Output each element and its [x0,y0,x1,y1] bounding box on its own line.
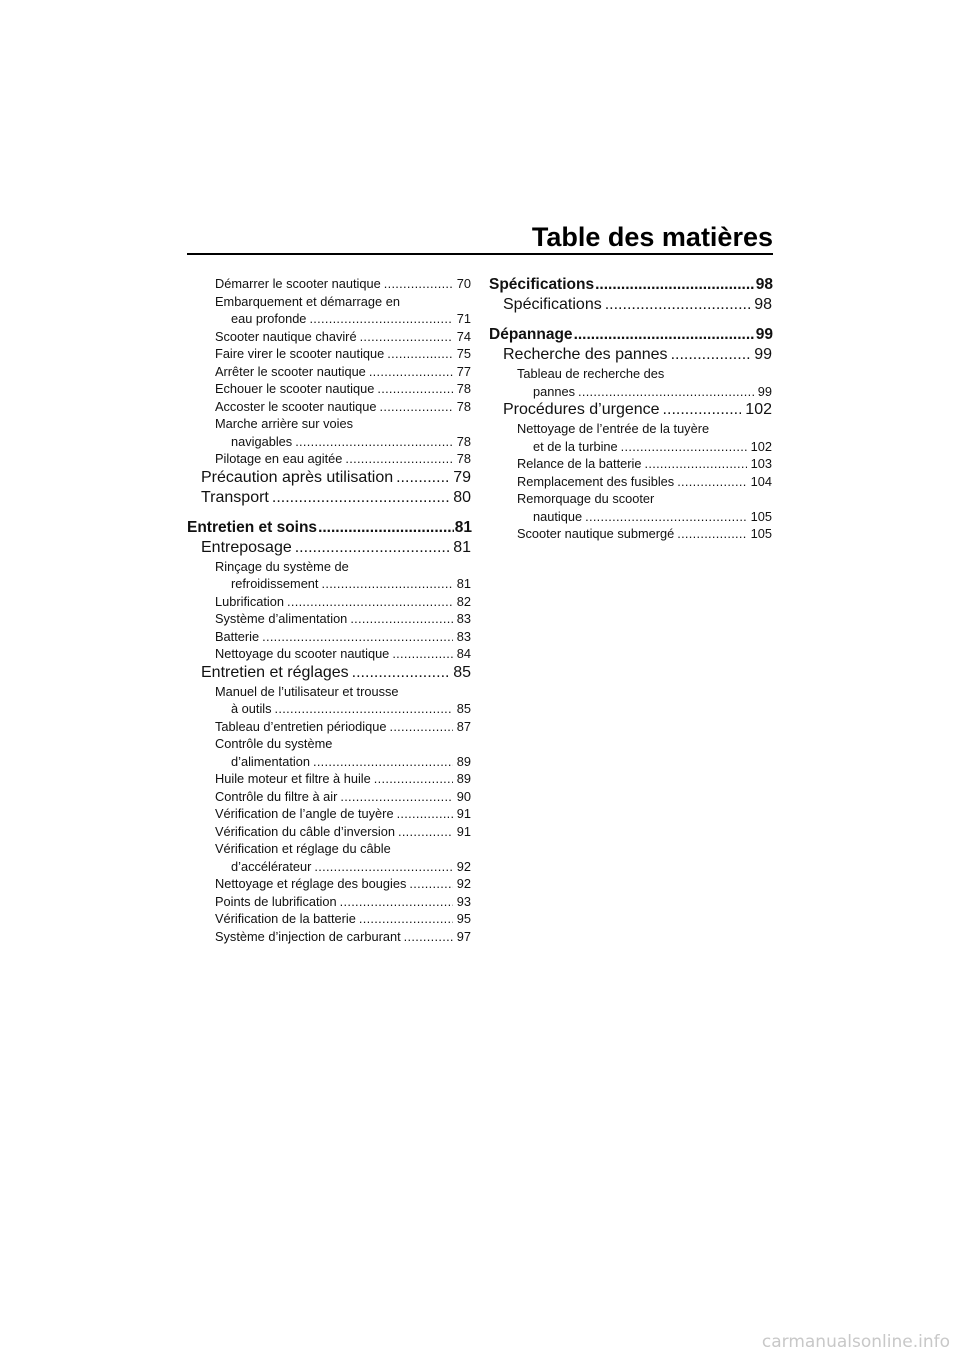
toc-page-number: 92 [456,858,471,874]
toc-entry-text: Nettoyage du scooter nautique [215,646,390,661]
toc-entry-text: Entreposage [201,538,292,556]
toc-chapter[interactable] [187,518,472,538]
toc-page-number: 87 [456,718,471,734]
leader-dots [578,383,754,401]
toc-page-number: 78 [456,381,471,396]
toc-entry-text: Spécifications [489,276,595,293]
leader-dots [663,400,742,420]
toc-entry-heading [489,490,773,508]
toc-entry-continuation: pannes [533,383,575,399]
toc-entry[interactable] [187,875,472,893]
toc-page-number: 105 [750,508,772,524]
toc-page-number: 105 [750,526,772,541]
watermark: carmanualsonline.info [761,1332,950,1352]
leader-dots [360,328,453,346]
toc-entry-text: Marche arrière sur voies [215,416,353,431]
toc-page-number: 81 [453,538,471,556]
toc-entry[interactable] [187,628,472,646]
toc-entry[interactable] [187,328,472,346]
toc-page-number: 85 [456,701,471,716]
leader-dots [345,450,452,468]
leader-dots [409,875,452,893]
toc-entry-text: Points de lubrification [215,893,337,909]
toc-entry-text: Rinçage du système de [215,558,349,574]
toc-page-number: 78 [456,433,471,449]
toc-entry-text: Entretien et réglages [201,663,349,681]
toc-entry-continuation: nautique [533,508,583,524]
toc-entry[interactable] [187,645,472,663]
toc-entry-text: Echouer le scooter nautique [215,381,375,396]
leader-dots [321,575,452,593]
toc-page-number: 99 [757,383,772,399]
toc-entry-heading [187,415,472,433]
toc-page-number: 84 [456,646,471,661]
toc-entry-heading [187,558,472,576]
leader-dots [287,593,453,611]
toc-entry-text: Démarrer le scooter nautique [215,276,381,291]
toc-section[interactable] [187,468,472,488]
toc-entry[interactable] [187,345,472,363]
toc-page-number: 82 [456,593,471,609]
toc-entry-text: Contrôle du filtre à air [215,788,338,804]
toc-page-number: 102 [745,401,772,418]
toc-entry-text: Vérification du câble d’inversion [215,823,395,839]
title-rule [187,253,773,255]
toc-section[interactable] [489,400,773,420]
leader-dots [309,310,452,328]
toc-page-number: 98 [754,296,772,313]
toc-entry-text: Batterie [215,628,260,644]
toc-entry-continuation: à outils [231,701,272,716]
leader-dots [340,893,453,911]
toc-entry-text: Arrêter le scooter nautique [215,363,366,379]
toc-page-number: 95 [456,911,471,926]
toc-entry[interactable] [489,508,773,526]
toc-entry-text: Relance de la batterie [517,456,642,471]
toc-entry-text: Précaution après utilisation [201,468,394,486]
toc-entry-text: Système d’alimentation [215,611,348,626]
toc-entry[interactable] [187,893,472,911]
leader-dots [645,455,747,473]
toc-entry-text: Vérification de l’angle de tuyère [215,806,394,821]
toc-section[interactable] [489,345,773,365]
toc-page-number: 79 [453,468,471,486]
leader-dots [392,645,452,663]
toc-entry[interactable] [187,433,472,451]
leader-dots [389,718,452,736]
toc-page-number: 93 [456,893,471,909]
toc-entry-continuation: et de la turbine [533,438,618,454]
toc-entry-text: Scooter nautique submergé [517,526,675,541]
toc-entry-continuation: eau profonde [231,311,307,326]
leader-dots [574,325,755,345]
toc-entry[interactable] [187,823,472,841]
toc-page-number: 99 [754,346,772,363]
toc-entry-text: Accoster le scooter nautique [215,398,377,414]
toc-page-number: 77 [456,363,471,379]
leader-dots [340,788,452,806]
toc-entry[interactable] [187,788,472,806]
toc-page-number: 78 [456,398,471,414]
toc-chapter[interactable] [489,275,773,295]
leader-dots [314,858,452,876]
toc-page-number: 90 [456,788,471,804]
toc-page-number: 71 [456,311,471,326]
leader-dots [295,538,449,558]
toc-entry-text: Manuel de l’utilisateur et trousse [215,683,399,699]
toc-entry[interactable] [489,383,773,401]
leader-dots [398,823,453,841]
leader-dots [671,345,751,365]
toc-entry-text: Lubrification [215,593,285,609]
toc-entry[interactable] [187,805,472,823]
toc-entry[interactable] [187,928,472,946]
toc-entry[interactable] [187,910,472,928]
toc-section[interactable] [489,295,773,315]
toc-entry[interactable] [187,753,472,771]
toc-entry-heading [489,420,773,438]
toc-right-column [489,275,773,543]
leader-dots [272,488,449,508]
leader-dots [275,700,453,718]
toc-entry-text: Système d’injection de carburant [215,928,401,944]
leader-dots [262,628,453,646]
toc-page-number: 81 [454,518,472,536]
toc-entry-text: Huile moteur et filtre à huile [215,771,371,786]
toc-entry[interactable] [187,610,472,628]
leader-dots [404,928,453,946]
toc-entry-text: Faire virer le scooter nautique [215,346,385,361]
toc-entry-text: Nettoyage et réglage des bougies [215,876,407,891]
toc-entry-continuation: d’alimentation [231,753,310,769]
toc-entry[interactable] [187,718,472,736]
leader-dots [397,805,453,823]
toc-section[interactable] [187,538,472,558]
toc-entry-text: Contrôle du système [215,736,333,751]
toc-page-number: 97 [456,928,471,944]
toc-entry-text: Remplacement des fusibles [517,473,675,489]
toc-page-number: 103 [750,456,772,471]
toc-entry-text: Pilotage en eau agitée [215,451,343,466]
toc-entry-text: Recherche des pannes [503,346,668,363]
toc-page-number: 78 [456,451,471,466]
toc-entry[interactable] [187,450,472,468]
toc-entry-heading [187,293,472,311]
toc-entry[interactable] [187,363,472,381]
toc-entry-text: Procédures d’urgence [503,401,660,418]
toc-entry-continuation: navigables [231,433,293,449]
toc-left-column [187,275,472,945]
toc-entry-text: Dépannage [489,326,573,343]
toc-page-number: 70 [456,276,471,291]
leader-dots [605,295,750,315]
toc-entry-heading [187,683,472,701]
leader-dots [677,473,746,491]
leader-dots [313,753,453,771]
toc-entry-heading [489,365,773,383]
leader-dots [374,770,453,788]
leader-dots [377,380,452,398]
leader-dots [359,910,453,928]
leader-dots [318,518,454,538]
leader-dots [384,275,453,293]
toc-entry-text: Tableau d’entretien périodique [215,718,387,734]
toc-entry[interactable] [489,525,773,543]
leader-dots [295,433,453,451]
toc-entry-text: Vérification et réglage du câble [215,841,391,856]
toc-entry[interactable] [187,593,472,611]
toc-entry-text: Entretien et soins [187,518,318,536]
toc-section[interactable] [187,488,472,508]
leader-dots [595,275,755,295]
toc-entry[interactable] [187,398,472,416]
toc-entry-continuation: d’accélérateur [231,858,312,874]
toc-entry[interactable] [489,438,773,456]
toc-entry[interactable] [187,575,472,593]
toc-entry-text: Spécifications [503,296,602,313]
leader-dots [369,363,453,381]
toc-chapter[interactable] [489,325,773,345]
toc-entry-continuation: refroidissement [231,576,319,591]
toc-page-number: 92 [456,876,471,891]
toc-section[interactable] [187,663,472,683]
toc-entry[interactable] [187,310,472,328]
toc-entry[interactable] [489,473,773,491]
toc-page-number: 98 [755,276,773,293]
toc-entry[interactable] [187,770,472,788]
toc-entry-text: Nettoyage de l’entrée de la tuyère [517,421,710,436]
toc-page-number: 91 [456,806,471,821]
toc-entry[interactable] [187,700,472,718]
leader-dots [379,398,452,416]
toc-page-number: 99 [755,326,773,343]
toc-entry-text: Tableau de recherche des [517,366,665,381]
toc-entry-heading [187,840,472,858]
toc-page-number: 102 [750,438,772,454]
leader-dots [350,610,452,628]
leader-dots [677,525,746,543]
leader-dots [352,663,450,683]
toc-page-number: 74 [456,328,471,344]
toc-entry-heading [187,735,472,753]
toc-page-number: 85 [453,663,471,681]
toc-entry[interactable] [187,275,472,293]
toc-entry[interactable] [489,455,773,473]
toc-entry-text: Transport [201,488,269,506]
page-title: Table des matières [531,222,773,252]
toc-page-number: 89 [456,771,471,786]
toc-page-number: 104 [750,473,772,489]
toc-entry-text: Vérification de la batterie [215,911,356,926]
toc-page-number: 81 [456,576,471,591]
toc-page-number: 91 [456,823,471,839]
toc-page-number: 75 [456,346,471,361]
toc-page-number: 83 [456,611,471,626]
toc-entry[interactable] [187,380,472,398]
leader-dots [387,345,452,363]
leader-dots [585,508,747,526]
leader-dots [396,468,449,488]
toc-page-number: 89 [456,753,471,769]
toc-entry[interactable] [187,858,472,876]
toc-entry-text: Scooter nautique chaviré [215,328,357,344]
toc-entry-text: Remorquage du scooter [517,491,655,506]
toc-entry-text: Embarquement et démarrage en [215,293,400,309]
leader-dots [621,438,747,456]
toc-page-number: 80 [453,488,471,506]
toc-page-number: 83 [456,628,471,644]
